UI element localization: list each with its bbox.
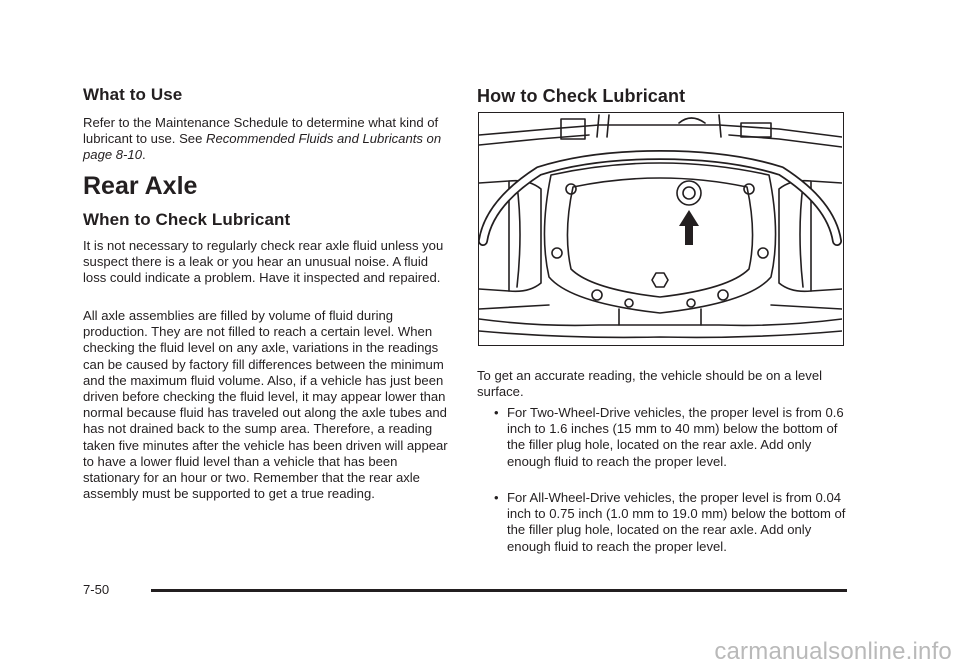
bullet-icon: • — [494, 490, 499, 505]
how-to-check-heading: How to Check Lubricant — [477, 86, 686, 106]
what-to-use-paragraph — [83, 115, 453, 164]
when-to-check-paragraph-2: All axle assemblies are filled by volume of fluid during production. They are not filled to reach a certain level. When checking the fluid level on any axle, variations in the readings can be caused by factory fill differences between the minimum and the maximum fluid volume. Also, if a vehicle has just been driven before checking the fluid level, it may appear lower than normal because fluid has traveled out along the axle tubes and has not drained back to the sump area. Therefore, a reading taken five minutes after the vehicle has been driven will appear to have a lower fluid level than a vehicle that has been stationary for an hour or two. Remember that the rear axle assembly must be supported to get a true reading. — [83, 308, 448, 502]
what-to-use-text-end: . — [141, 147, 146, 163]
bullet-all-wheel-drive — [494, 490, 852, 555]
when-to-check-paragraph-1: It is not necessary to regularly check rear axle fluid unless you suspect there is a leak or you hear an unusual noise. A fluid loss could indicate a problem. Have it inspected and repaired. — [83, 238, 444, 286]
watermark: carmanualsonline.info — [714, 638, 952, 665]
page-number: 7-50 — [83, 582, 110, 597]
when-to-check-heading: When to Check Lubricant — [83, 210, 291, 229]
bullet-text: For Two-Wheel-Drive vehicles, the proper level is from 0.6 inch to 1.6 inches (15 mm to 40 mm) below the bottom of the filler plug hole, located on the rear axle. Add only enough fluid to reach the proper level. — [507, 405, 844, 469]
what-to-use-text: Refer to the Maintenance Schedule to determine what kind of lubricant to use. See — [83, 115, 439, 147]
fluids-reference-link[interactable]: Recommended Fluids and Lubricants on page 8-10 — [83, 131, 442, 163]
bullet-text: For All-Wheel-Drive vehicles, the proper level is from 0.04 inch to 0.75 inch (1.0 mm to 19.0 mm) below the bottom of the filler plug hole, located on the rear axle. Add only enough fluid to reach the proper level. — [507, 490, 846, 554]
rear-axle-fill-plug-illustration — [478, 112, 844, 346]
illustration-svg — [479, 113, 842, 344]
what-to-use-heading: What to Use — [83, 85, 183, 104]
intro-paragraph: To get an accurate reading, the vehicle should be on a level surface. — [477, 368, 823, 400]
rear-axle-title: Rear Axle — [83, 172, 198, 200]
footer-rule — [151, 589, 847, 592]
bullet-icon: • — [494, 405, 499, 420]
bullet-two-wheel-drive — [494, 405, 852, 470]
